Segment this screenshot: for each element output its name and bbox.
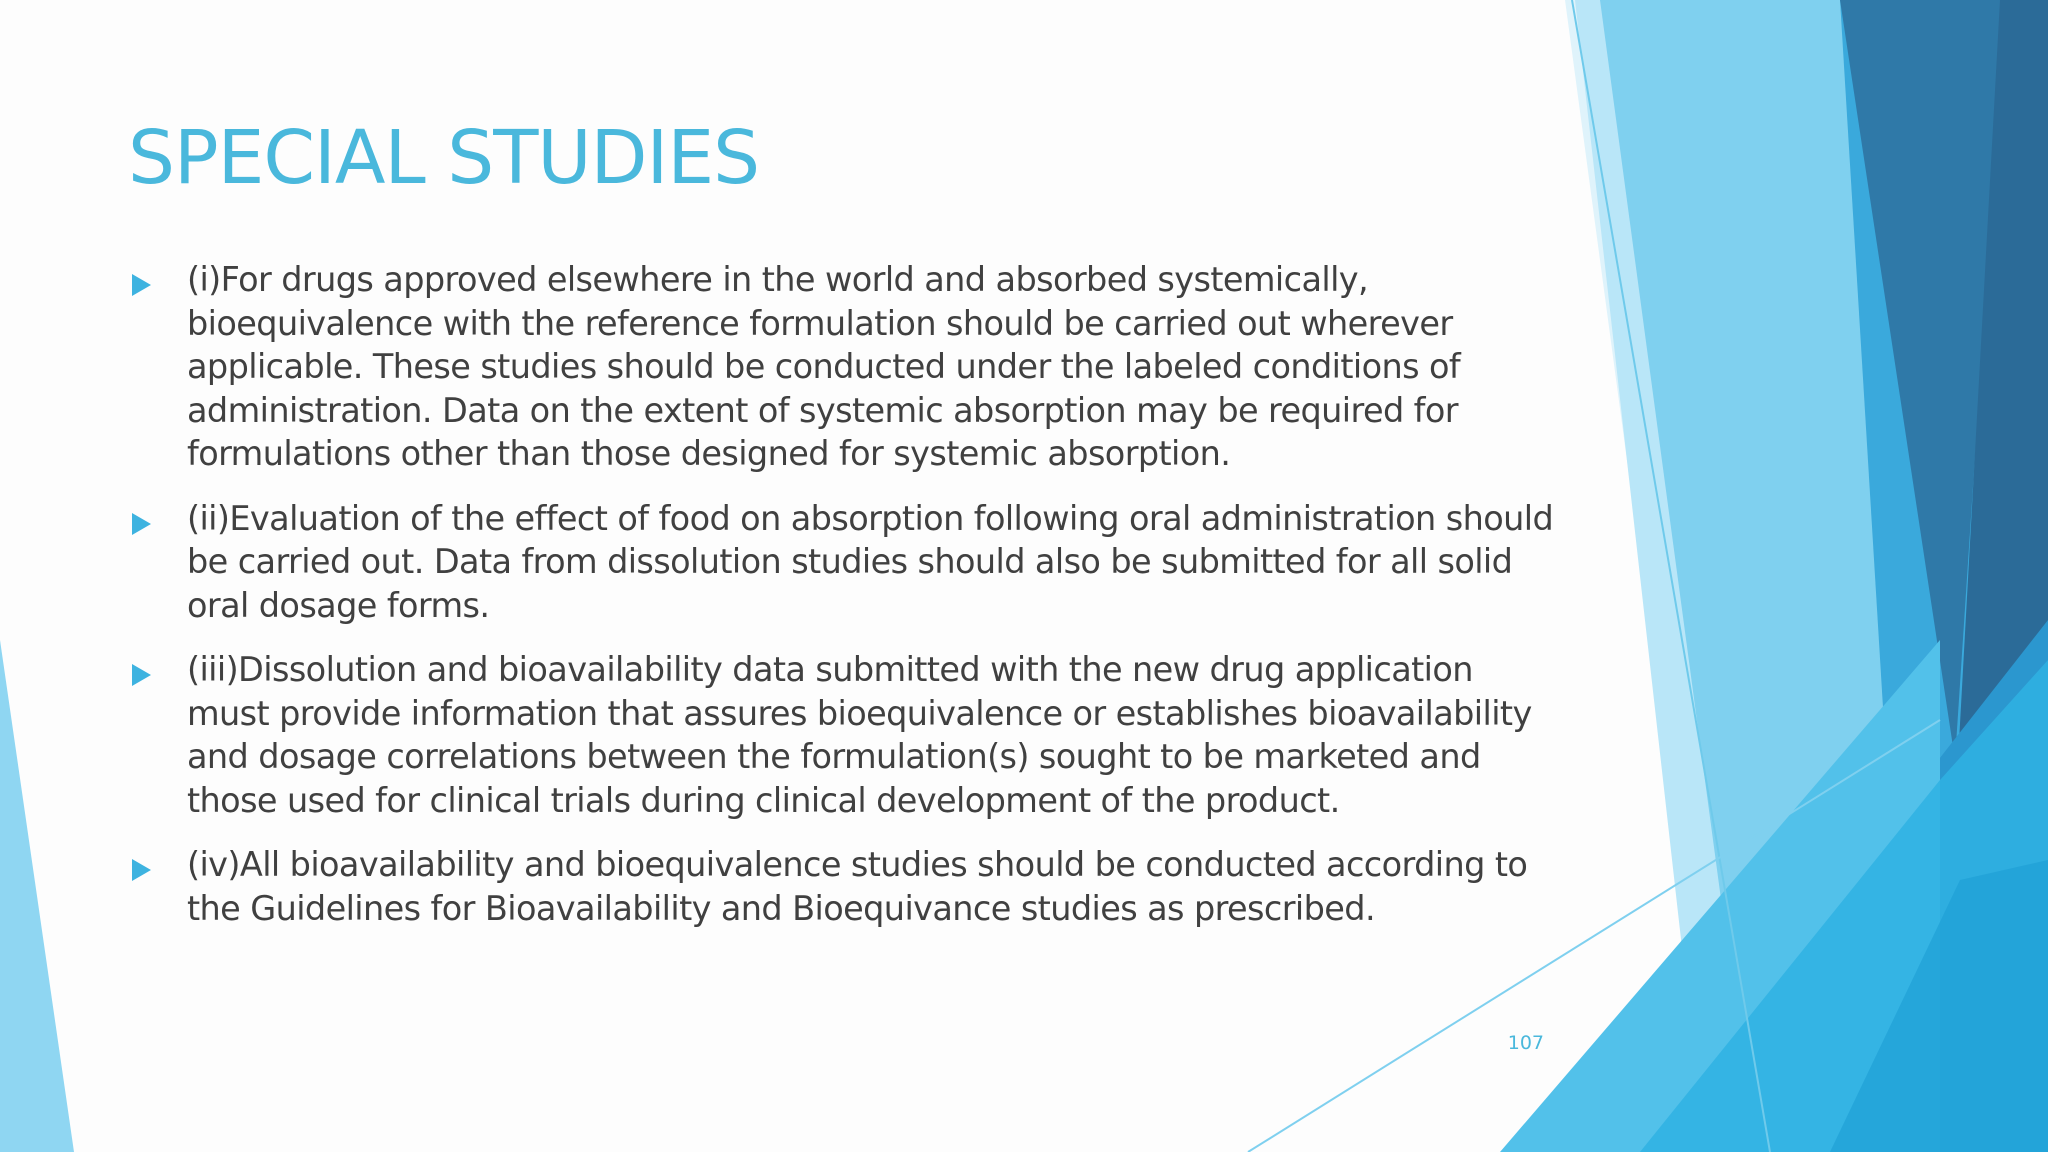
bullet-text: (iii)Dissolution and bioavailability data submitted with the new drug application must provide information that assures bioequivalence or establishes bioavailability and dosage correlations between the formulation(s) sought to be marketed and those used for clinical trials during clinical development of the product. [187, 650, 1532, 820]
bullet-item [128, 258, 1558, 476]
left-accent-shape [0, 640, 74, 1152]
bullet-list [128, 258, 1558, 951]
triangle-bullet-icon [132, 274, 151, 296]
bullet-text: (iv)All bioavailability and bioequivalence studies should be conducted according to the Guidelines for Bioavailability and Bioequivance studies as prescribed. [187, 845, 1528, 928]
triangle-bullet-icon [132, 664, 151, 686]
triangle-bullet-icon [132, 859, 151, 881]
bullet-text: (ii)Evaluation of the effect of food on absorption following oral administration should be carried out. Data from dissolution studies should also be submitted for all solid oral dosage forms. [187, 498, 1554, 625]
bullet-item [128, 843, 1558, 930]
slide-title: SPECIAL STUDIES [128, 115, 760, 201]
bullet-text: (i)For drugs approved elsewhere in the world and absorbed systemically, bioequivalence with the reference formulation should be carried out wherever applicable. These studies should be conducted under the labeled conditions of administration. Data on the extent of systemic absorption may be required for formulations other than those designed for systemic absorption. [187, 260, 1461, 473]
bullet-item [128, 648, 1558, 822]
page-number: 107 [1507, 1032, 1544, 1054]
bullet-item [128, 497, 1558, 628]
triangle-bullet-icon [132, 513, 151, 535]
